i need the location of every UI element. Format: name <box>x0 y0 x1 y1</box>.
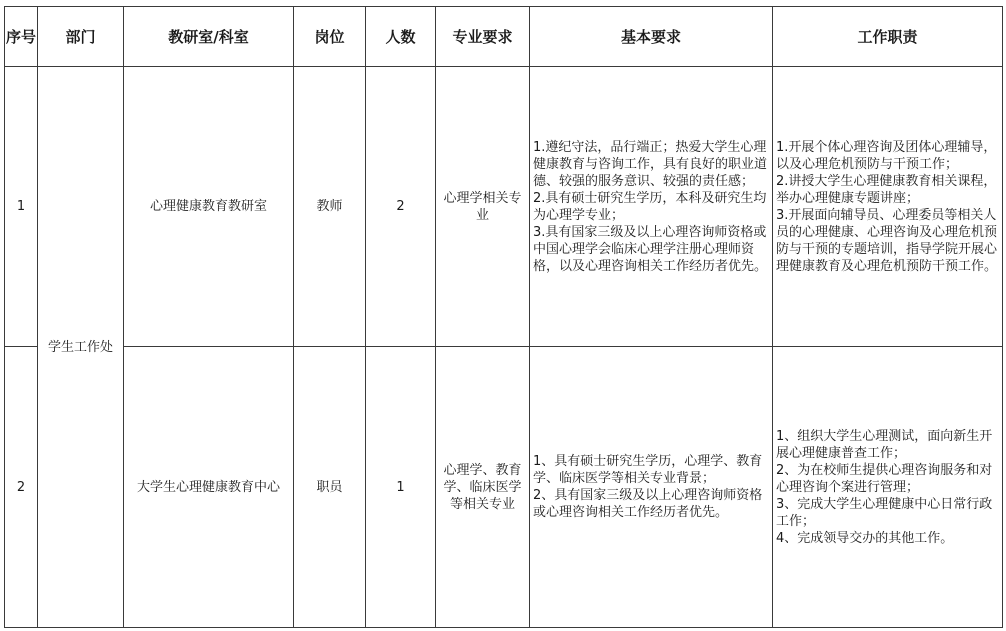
table-row <box>5 67 1003 347</box>
header-duty: 工作职责 <box>773 7 1003 67</box>
cell-office: 心理健康教育教研室 <box>124 67 294 347</box>
recruitment-table <box>4 6 1003 628</box>
cell-major: 心理学、教育学、临床医学等相关专业 <box>436 347 530 628</box>
duty-item: 2.讲授大学生心理健康教育相关课程，举办心理健康专题讲座； <box>776 173 997 206</box>
header-row <box>5 7 1003 67</box>
cell-major: 心理学相关专业 <box>436 67 530 347</box>
cell-count: 1 <box>366 347 436 628</box>
duty-item: 3、完成大学生心理健康中心日常行政工作； <box>776 496 993 529</box>
duty-item: 2、为在校师生提供心理咨询服务和对心理咨询个案进行管理； <box>776 462 993 495</box>
cell-seq: 2 <box>5 347 38 628</box>
cell-basic-requirements <box>530 67 773 347</box>
header-basic: 基本要求 <box>530 7 773 67</box>
header-major: 专业要求 <box>436 7 530 67</box>
requirement-item: 1.遵纪守法，品行端正；热爱大学生心理健康教育与咨询工作，具有良好的职业道德、较强的服务意识、较强的责任感； <box>533 139 768 189</box>
cell-dept: 学生工作处 <box>38 67 124 628</box>
duty-item: 1.开展个体心理咨询及团体心理辅导，以及心理危机预防与干预工作； <box>776 139 997 172</box>
cell-office: 大学生心理健康教育中心 <box>124 347 294 628</box>
requirement-item: 1、具有硕士研究生学历，心理学、教育学、临床医学等相关专业背景； <box>533 454 763 486</box>
header-seq: 序号 <box>5 7 38 67</box>
header-position: 岗位 <box>294 7 366 67</box>
duty-item: 3.开展面向辅导员、心理委员等相关人员的心理健康、心理咨询及心理危机预防与干预的专题培训，指导学院开展心理健康教育及心理危机预防干预工作。 <box>776 207 998 274</box>
requirement-item: 2、具有国家三级及以上心理咨询师资格或心理咨询相关工作经历者优先。 <box>533 488 763 520</box>
cell-basic-requirements <box>530 347 773 628</box>
requirement-item: 2.具有硕士研究生学历，本科及研究生均为心理学专业； <box>533 190 767 223</box>
requirement-item: 3.具有国家三级及以上心理咨询师资格或中国心理学会临床心理学注册心理师资格，以及心理咨询相关工作经历者优先。 <box>533 224 768 274</box>
recruitment-table-wrapper <box>4 6 1003 628</box>
header-count: 人数 <box>366 7 436 67</box>
cell-position: 教师 <box>294 67 366 347</box>
duty-item: 4、完成领导交办的其他工作。 <box>776 530 954 546</box>
cell-position: 职员 <box>294 347 366 628</box>
header-dept: 部门 <box>38 7 124 67</box>
cell-duties <box>773 347 1003 628</box>
cell-count: 2 <box>366 67 436 347</box>
table-row <box>5 347 1003 628</box>
cell-duties <box>773 67 1003 347</box>
header-office: 教研室/科室 <box>124 7 294 67</box>
duty-item: 1、组织大学生心理测试，面向新生开展心理健康普查工作； <box>776 428 993 461</box>
cell-seq: 1 <box>5 67 38 347</box>
